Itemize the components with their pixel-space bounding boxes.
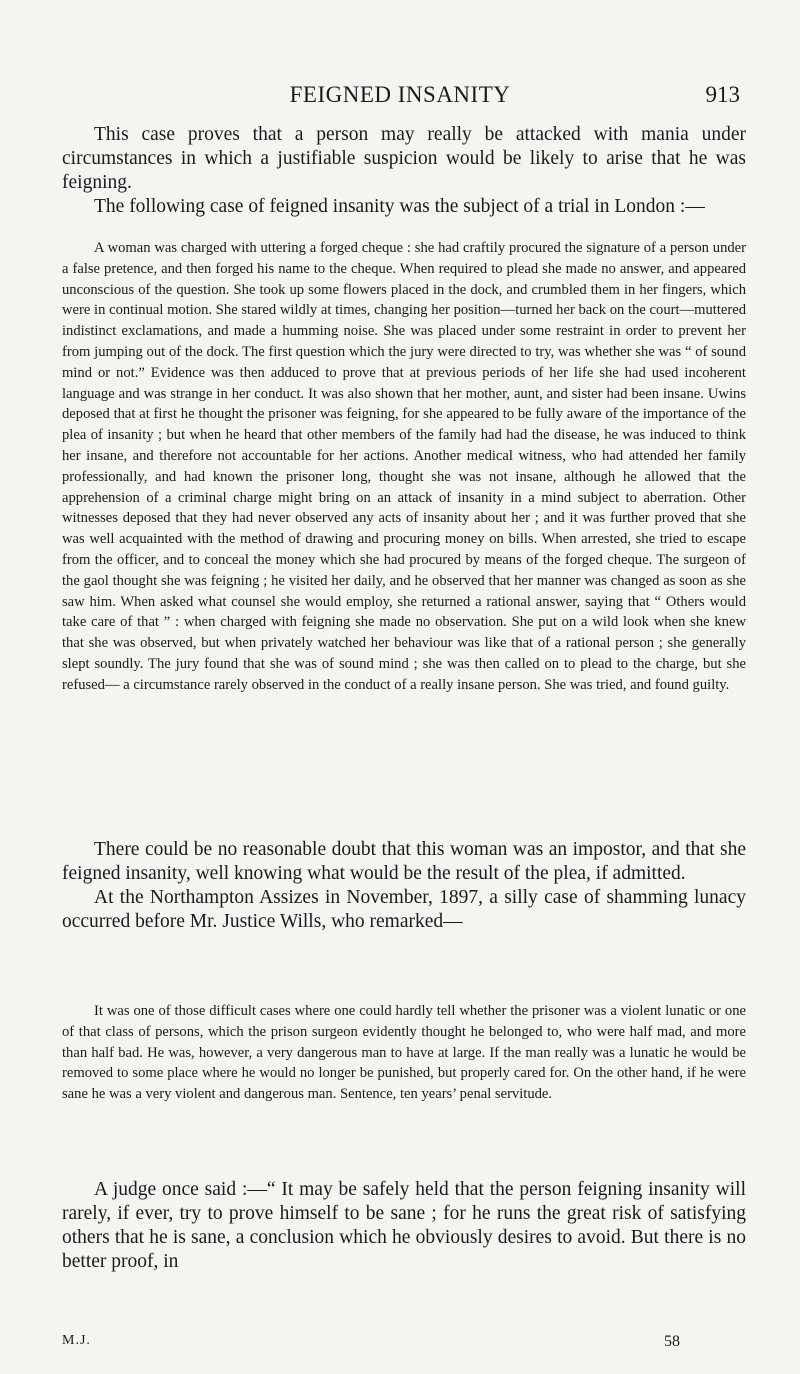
printer-signature: M.J. — [62, 1333, 91, 1348]
running-title: FEIGNED INSANITY — [289, 82, 511, 107]
paragraph: At the Northampton Assizes in November, 1897, a silly case of shamming lunacy occurred before Mr. Justice Wills, who remarked— — [62, 887, 746, 932]
paragraph: The following case of feigned insanity was the subject of a trial in London :— — [94, 196, 705, 217]
page-header — [60, 82, 740, 112]
page-number: 913 — [705, 82, 740, 107]
commentary-paragraphs — [62, 838, 746, 934]
paragraph: There could be no reasonable doubt that this woman was an impostor, and that she feigned insanity, well knowing what would be the result of the plea, if admitted. — [62, 839, 746, 884]
paragraph: A judge once said :—“ It may be safely held that the person feigning insanity will rarely, if ever, try to prove himself to be sane ; for he runs the great risk of satisfying others that he is sane, a conclusion which he obviously desires to avoid. But there is no better proof, in — [62, 1179, 746, 1272]
sheet-number: 58 — [664, 1333, 680, 1350]
case-report-quote — [62, 238, 746, 696]
quoted-paragraph: It was one of those difficult cases where one could hardly tell whether the prisoner was a violent lunatic or one of that class of persons, which the prison surgeon evidently thought he belonged to, who were half mad, and more than half bad. He was, however, a very dangerous man to have at large. If the man really was a lunatic he would be removed to some place where he would no longer be punished, but properly cared for. On the other hand, if he were sane he was a very violent and dangerous man. Sentence, ten years’ penal servitude. — [62, 1003, 746, 1103]
quoted-paragraph: A woman was charged with uttering a forged cheque : she had craftily procured the signature of a person under a false pretence, and then forged his name to the cheque. When required to plead she made no answer, and appeared unconscious of the question. She took up some flowers placed in the dock, and crumbled them in her fingers, which were in continual motion. She stared wildly at times, changing her position—turned her back on the court—muttered indistinct exclamations, and made a humming noise. She was placed under some restraint in order to prevent her from jumping out of the dock. The first question which the jury were directed to try, was whether she was “ of sound mind or not.” Evidence was then adduced to prove that at previous periods of her life she had used incoherent language and was strange in her conduct. It was also shown that her mother, aunt, and sister had been insane. Uwins deposed that at first he thought the prisoner was feigning, for she appeared to be fully aware of the importance of the plea of insanity ; but when he heard that other members of the family had had the disease, he was induced to think her insane, and therefore not accountable for her actions. Another medical witness, who had attended her family professionally, and had known the prisoner long, thought she was not insane, although he allowed that the apprehension of a criminal charge might bring on an attack of insanity in a mind subject to aberration. Other witnesses deposed that they had never observed any acts of insanity about her ; and it was further proved that she was well acquainted with the method of drawing and procuring money on bills. When arrested, she tried to escape from the officer, and to conceal the money which she had procured by means of the forged cheque. The surgeon of the gaol thought she was feigning ; he visited her daily, and he observed that her manner was changed as soon as she saw him. When asked what counsel she would employ, she returned a rational answer, saying that “ Others would take care of that ” : when charged with feigning she made no observation. She put on a wild look when she knew that she was observed, but when privately watched her behaviour was like that of a rational person ; she generally slept soundly. The jury found that she was of sound mind ; she was then called on to plead to the charge, but she refused— a circumstance rarely observed in the conduct of a really insane person. She was tried, and found guilty. — [62, 240, 746, 693]
paragraph: This case proves that a person may really be attacked with mania under circumstances in which a justifiable suspicion would be likely to arise that he was feigning. — [62, 124, 746, 193]
judge-remarks-quote — [62, 1001, 746, 1105]
page-footer — [62, 1333, 746, 1355]
opening-paragraphs — [62, 123, 746, 219]
closing-paragraph — [62, 1178, 746, 1274]
